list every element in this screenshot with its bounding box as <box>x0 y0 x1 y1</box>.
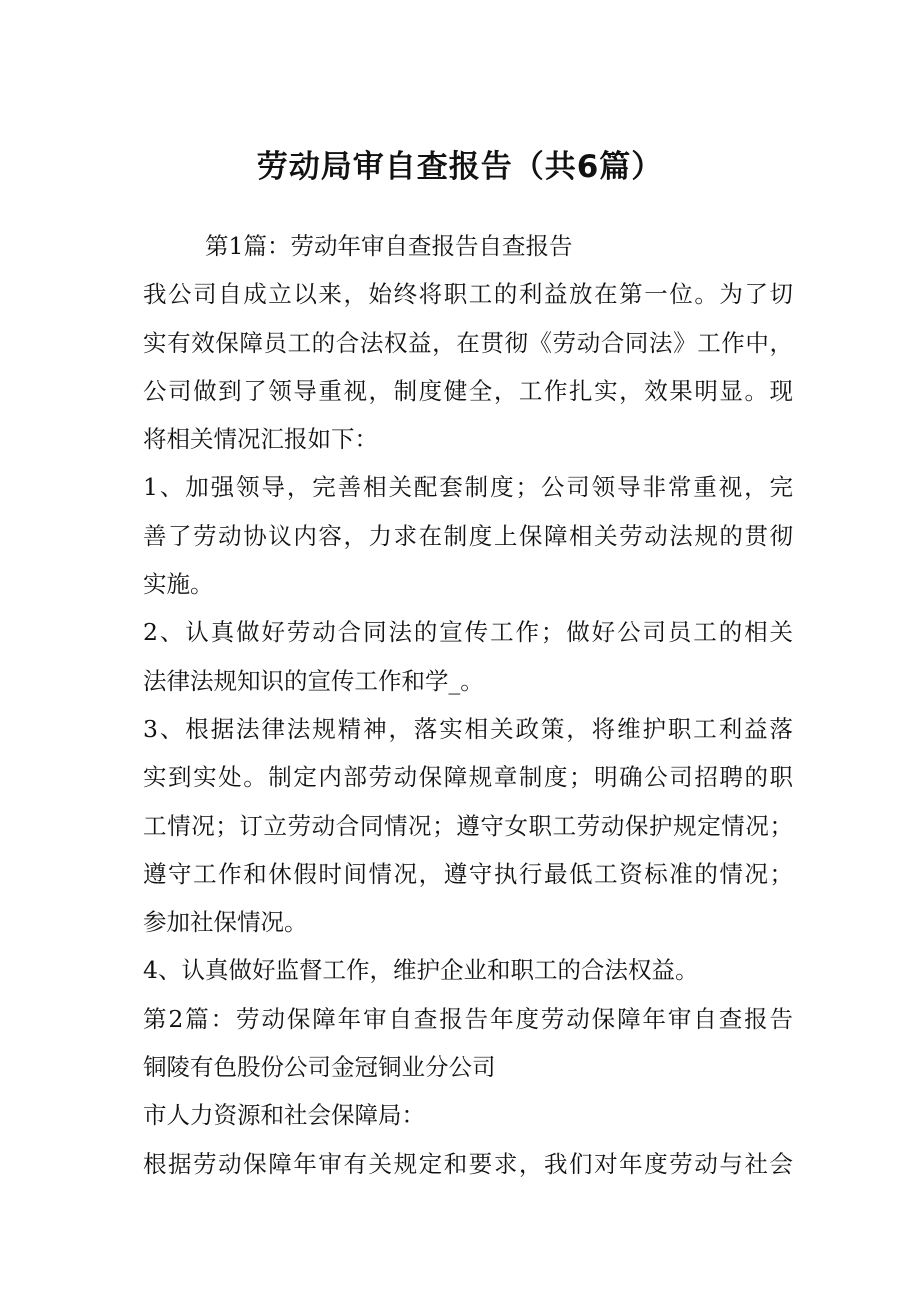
text-line: 法律法规知识的宣传工作和学_。 <box>143 666 484 695</box>
text-line: 根据劳动保障年审有关规定和要求，我们对年度劳动与社会 <box>143 1149 793 1178</box>
text-line: 工情况；订立劳动合同情况；遵守女职工劳动保护规定情况； <box>143 811 793 840</box>
document-title: 劳动局审自查报告（共6篇） <box>256 149 664 185</box>
text-line: 1、加强领导，完善相关配套制度；公司领导非常重视，完 <box>143 473 793 502</box>
text-line: 实到实处。制定内部劳动保障规章制度；明确公司招聘的职 <box>143 763 793 792</box>
text-line: 市人力资源和社会保障局： <box>143 1101 425 1130</box>
text-line: 第1篇：劳动年审自查报告自查报告 <box>205 232 573 260</box>
text-line: 4、认真做好监督工作，维护企业和职工的合法权益。 <box>143 956 699 985</box>
text-line: 将相关情况汇报如下： <box>143 425 378 454</box>
text-line: 3、根据法律法规精神，落实相关政策，将维护职工利益落 <box>143 714 793 743</box>
text-line: 实施。 <box>143 570 214 599</box>
text-line: 实有效保障员工的合法权益，在贯彻《劳动合同法》工作中， <box>143 328 793 357</box>
text-line: 参加社保情况。 <box>143 908 308 937</box>
text-line: 公司做到了领导重视，制度健全，工作扎实，效果明显。现 <box>143 376 793 405</box>
text-line: 铜陵有色股份公司金冠铜业分公司 <box>143 1053 496 1082</box>
document-body <box>143 222 793 1188</box>
text-line: 遵守工作和休假时间情况，遵守执行最低工资标准的情况； <box>143 859 793 888</box>
text-line: 第2篇：劳动保障年审自查报告年度劳动保障年审自查报告 <box>143 1004 793 1033</box>
text-line: 我公司自成立以来，始终将职工的利益放在第一位。为了切 <box>143 280 793 309</box>
text-line: 善了劳动协议内容，力求在制度上保障相关劳动法规的贯彻 <box>143 521 793 550</box>
text-line: 2、认真做好劳动合同法的宣传工作；做好公司员工的相关 <box>143 618 793 647</box>
